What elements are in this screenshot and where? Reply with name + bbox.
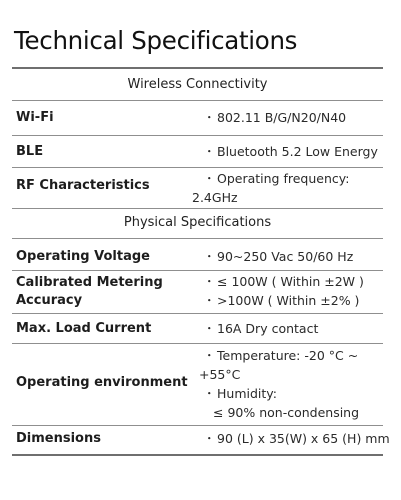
divider — [12, 343, 383, 344]
bullet-icon: ・ — [203, 144, 216, 159]
bullet-icon: ・ — [203, 274, 216, 289]
divider — [12, 208, 383, 209]
bullet-icon: ・ — [203, 249, 216, 264]
bullet-icon: ・ — [203, 321, 216, 336]
row-value-wifi: ・802.11 B/G/N20/N40 — [203, 110, 347, 125]
bullet-icon: ・ — [203, 171, 216, 186]
divider — [12, 425, 383, 426]
divider — [12, 270, 383, 271]
row-label-voltage: Operating Voltage — [16, 249, 150, 264]
divider — [12, 313, 383, 314]
bullet-icon: ・ — [203, 386, 216, 401]
bullet-icon: ・ — [203, 293, 216, 308]
row-label-wifi: Wi-Fi — [16, 110, 54, 125]
row-value-dimensions: ・90 (L) x 35(W) x 65 (H) mm — [203, 431, 390, 446]
row-value-rf: ・Operating frequency: 2.4GHz — [192, 171, 350, 205]
page-title: Technical Specifications — [14, 26, 298, 55]
row-value-environment: ・Temperature: -20 °C ~ +55°C ・Humidity: ≤ 90% non-condensing — [199, 348, 360, 420]
divider — [12, 100, 383, 101]
row-value-voltage: ・90~250 Vac 50/60 Hz — [203, 249, 354, 264]
divider — [12, 238, 383, 239]
row-value-ble: ・Bluetooth 5.2 Low Energy — [203, 144, 378, 159]
divider — [12, 135, 383, 136]
divider — [12, 167, 383, 168]
row-label-ble: BLE — [16, 144, 44, 159]
row-value-load: ・16A Dry contact — [203, 321, 319, 336]
bullet-icon: ・ — [203, 348, 216, 363]
row-label-rf: RF Characteristics — [16, 178, 150, 193]
divider — [12, 67, 383, 69]
section-header-physical: Physical Specifications — [123, 215, 272, 230]
row-label-load: Max. Load Current — [16, 321, 152, 336]
section-header-wireless: Wireless Connectivity — [127, 77, 268, 92]
row-label-environment: Operating environment — [16, 375, 188, 390]
row-label-metering: Calibrated Metering Accuracy — [16, 275, 163, 308]
row-label-dimensions: Dimensions — [16, 431, 101, 446]
row-value-metering: ・≤ 100W ( Within ±2W ) ・>100W ( Within ±2% ) — [203, 274, 364, 308]
bullet-icon: ・ — [203, 110, 216, 125]
divider — [12, 454, 383, 456]
bullet-icon: ・ — [203, 431, 216, 446]
